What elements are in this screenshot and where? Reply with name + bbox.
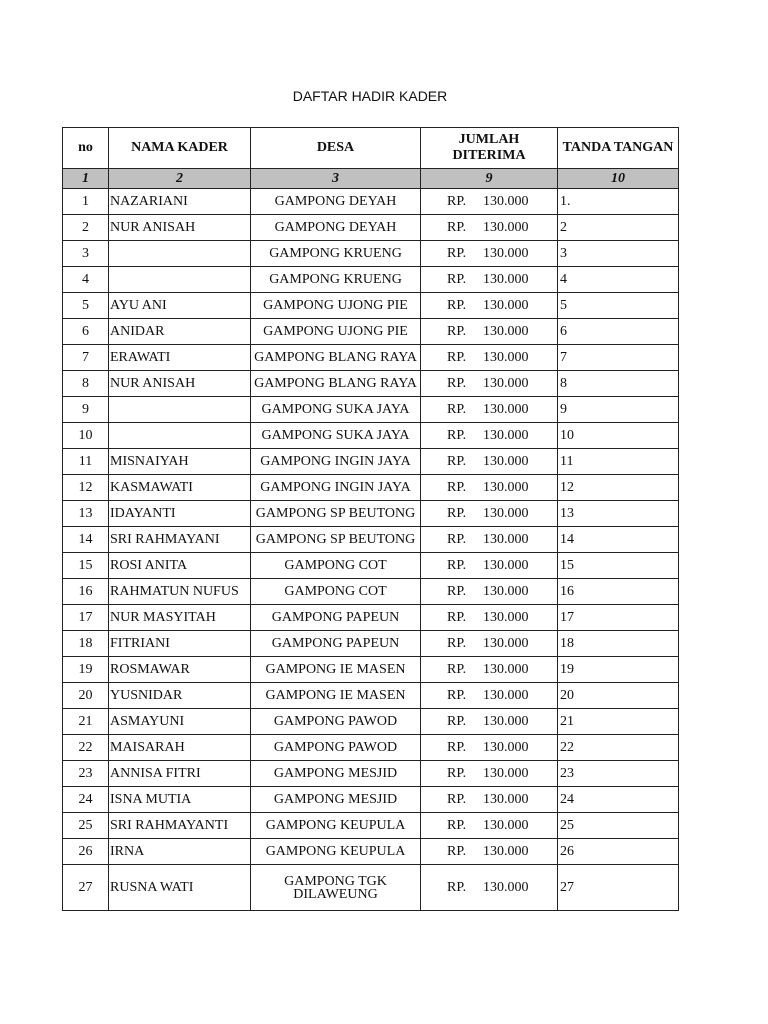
amount-cell	[421, 735, 558, 761]
desa-name: GAMPONG KRUENG	[251, 241, 421, 267]
column-index-row	[63, 169, 679, 189]
currency-label: RP.	[447, 402, 467, 417]
desa-name: GAMPONG MESJID	[251, 761, 421, 787]
kader-name	[109, 397, 251, 423]
signature-cell: 14	[558, 527, 679, 553]
amount-value: 130.000	[483, 480, 529, 495]
table-row	[63, 683, 679, 709]
amount-value: 130.000	[483, 324, 529, 339]
row-number: 12	[63, 475, 109, 501]
signature-cell: 11	[558, 449, 679, 475]
table-row	[63, 345, 679, 371]
amount-cell	[421, 605, 558, 631]
signature-cell: 1.	[558, 189, 679, 215]
currency-label: RP.	[447, 766, 467, 781]
amount-cell	[421, 527, 558, 553]
amount-cell	[421, 657, 558, 683]
currency-label: RP.	[447, 844, 467, 859]
amount-cell	[421, 423, 558, 449]
kader-name: ANNISA FITRI	[109, 761, 251, 787]
table-row	[63, 761, 679, 787]
desa-name: GAMPONG DEYAH	[251, 215, 421, 241]
kader-name: AYU ANI	[109, 293, 251, 319]
row-number: 2	[63, 215, 109, 241]
signature-cell: 7	[558, 345, 679, 371]
kader-name: ANIDAR	[109, 319, 251, 345]
desa-name: GAMPONG PAPEUN	[251, 631, 421, 657]
table-row	[63, 475, 679, 501]
kader-name: NAZARIANI	[109, 189, 251, 215]
amount-value: 130.000	[483, 246, 529, 261]
amount-value: 130.000	[483, 220, 529, 235]
signature-cell: 6	[558, 319, 679, 345]
kader-name: RUSNA WATI	[109, 865, 251, 911]
desa-name: GAMPONG COT	[251, 553, 421, 579]
currency-label: RP.	[447, 714, 467, 729]
kader-name: ROSMAWAR	[109, 657, 251, 683]
kader-name: IDAYANTI	[109, 501, 251, 527]
header-desa: DESA	[251, 128, 421, 169]
signature-cell: 23	[558, 761, 679, 787]
currency-label: RP.	[447, 584, 467, 599]
amount-cell	[421, 709, 558, 735]
desa-name: GAMPONG UJONG PIE	[251, 293, 421, 319]
amount-value: 130.000	[483, 636, 529, 651]
desa-name: GAMPONG KRUENG	[251, 267, 421, 293]
currency-label: RP.	[447, 428, 467, 443]
desa-name: GAMPONG KEUPULA	[251, 813, 421, 839]
amount-cell	[421, 449, 558, 475]
amount-value: 130.000	[483, 610, 529, 625]
table-row	[63, 241, 679, 267]
kader-name: SRI RAHMAYANI	[109, 527, 251, 553]
row-number: 24	[63, 787, 109, 813]
row-number: 7	[63, 345, 109, 371]
kader-name: MISNAIYAH	[109, 449, 251, 475]
amount-value: 130.000	[483, 688, 529, 703]
amount-value: 130.000	[483, 818, 529, 833]
row-number: 18	[63, 631, 109, 657]
desa-name: GAMPONG INGIN JAYA	[251, 449, 421, 475]
currency-label: RP.	[447, 376, 467, 391]
signature-cell: 2	[558, 215, 679, 241]
signature-cell: 5	[558, 293, 679, 319]
currency-label: RP.	[447, 662, 467, 677]
desa-name: GAMPONG PAWOD	[251, 735, 421, 761]
row-number: 3	[63, 241, 109, 267]
currency-label: RP.	[447, 636, 467, 651]
signature-cell: 19	[558, 657, 679, 683]
amount-value: 130.000	[483, 454, 529, 469]
table-row	[63, 709, 679, 735]
signature-cell: 12	[558, 475, 679, 501]
header-no: no	[63, 128, 109, 169]
document-title: DAFTAR HADIR KADER	[292, 88, 448, 104]
amount-cell	[421, 839, 558, 865]
column-index: 9	[421, 169, 558, 189]
signature-cell: 8	[558, 371, 679, 397]
header-jumlah-diterima: JUMLAH DITERIMA	[421, 128, 558, 169]
signature-cell: 26	[558, 839, 679, 865]
amount-cell	[421, 631, 558, 657]
row-number: 27	[63, 865, 109, 911]
signature-cell: 17	[558, 605, 679, 631]
currency-label: RP.	[447, 480, 467, 495]
currency-label: RP.	[447, 506, 467, 521]
currency-label: RP.	[447, 324, 467, 339]
row-number: 25	[63, 813, 109, 839]
row-number: 26	[63, 839, 109, 865]
currency-label: RP.	[447, 350, 467, 365]
currency-label: RP.	[447, 454, 467, 469]
signature-cell: 21	[558, 709, 679, 735]
kader-name: NUR MASYITAH	[109, 605, 251, 631]
kader-name: ERAWATI	[109, 345, 251, 371]
kader-name	[109, 423, 251, 449]
header-tanda-tangan: TANDA TANGAN	[558, 128, 679, 169]
amount-cell	[421, 345, 558, 371]
signature-cell: 25	[558, 813, 679, 839]
amount-cell	[421, 189, 558, 215]
table-row	[63, 787, 679, 813]
amount-cell	[421, 761, 558, 787]
currency-label: RP.	[447, 558, 467, 573]
currency-label: RP.	[447, 298, 467, 313]
currency-label: RP.	[447, 792, 467, 807]
amount-cell	[421, 397, 558, 423]
table-row	[63, 293, 679, 319]
row-number: 9	[63, 397, 109, 423]
amount-cell	[421, 579, 558, 605]
signature-cell: 4	[558, 267, 679, 293]
signature-cell: 15	[558, 553, 679, 579]
signature-cell: 22	[558, 735, 679, 761]
row-number: 11	[63, 449, 109, 475]
desa-name: GAMPONG BLANG RAYA	[251, 371, 421, 397]
row-number: 23	[63, 761, 109, 787]
kader-name: IRNA	[109, 839, 251, 865]
table-body	[63, 189, 679, 911]
desa-name: GAMPONG UJONG PIE	[251, 319, 421, 345]
amount-value: 130.000	[483, 506, 529, 521]
row-number: 1	[63, 189, 109, 215]
kader-name: ROSI ANITA	[109, 553, 251, 579]
currency-label: RP.	[447, 880, 467, 895]
desa-name: GAMPONG IE MASEN	[251, 683, 421, 709]
row-number: 20	[63, 683, 109, 709]
kader-name: YUSNIDAR	[109, 683, 251, 709]
kader-name: SRI RAHMAYANTI	[109, 813, 251, 839]
table-row	[63, 267, 679, 293]
signature-cell: 18	[558, 631, 679, 657]
table-row	[63, 397, 679, 423]
currency-label: RP.	[447, 272, 467, 287]
kader-name: FITRIANI	[109, 631, 251, 657]
row-number: 22	[63, 735, 109, 761]
header-row	[63, 128, 679, 169]
row-number: 16	[63, 579, 109, 605]
row-number: 8	[63, 371, 109, 397]
amount-value: 130.000	[483, 194, 529, 209]
table-row	[63, 189, 679, 215]
amount-value: 130.000	[483, 272, 529, 287]
amount-value: 130.000	[483, 714, 529, 729]
amount-cell	[421, 293, 558, 319]
kader-name: NUR ANISAH	[109, 371, 251, 397]
currency-label: RP.	[447, 688, 467, 703]
amount-cell	[421, 475, 558, 501]
row-number: 19	[63, 657, 109, 683]
amount-cell	[421, 501, 558, 527]
row-number: 10	[63, 423, 109, 449]
desa-name: GAMPONG SP BEUTONG	[251, 501, 421, 527]
amount-value: 130.000	[483, 844, 529, 859]
row-number: 13	[63, 501, 109, 527]
currency-label: RP.	[447, 220, 467, 235]
row-number: 6	[63, 319, 109, 345]
amount-cell	[421, 683, 558, 709]
table-row	[63, 449, 679, 475]
amount-value: 130.000	[483, 350, 529, 365]
kader-name: MAISARAH	[109, 735, 251, 761]
desa-name: GAMPONG KEUPULA	[251, 839, 421, 865]
signature-cell: 3	[558, 241, 679, 267]
amount-cell	[421, 553, 558, 579]
signature-cell: 9	[558, 397, 679, 423]
column-index: 1	[63, 169, 109, 189]
amount-value: 130.000	[483, 558, 529, 573]
table-row	[63, 839, 679, 865]
table-row	[63, 371, 679, 397]
table-row	[63, 865, 679, 911]
row-number: 5	[63, 293, 109, 319]
desa-name: GAMPONG DEYAH	[251, 189, 421, 215]
table-row	[63, 735, 679, 761]
currency-label: RP.	[447, 532, 467, 547]
amount-value: 130.000	[483, 766, 529, 781]
signature-cell: 27	[558, 865, 679, 911]
signature-cell: 24	[558, 787, 679, 813]
currency-label: RP.	[447, 610, 467, 625]
desa-name: GAMPONG TGK DILAWEUNG	[251, 865, 421, 911]
desa-name: GAMPONG SP BEUTONG	[251, 527, 421, 553]
desa-name: GAMPONG IE MASEN	[251, 657, 421, 683]
amount-value: 130.000	[483, 584, 529, 599]
amount-cell	[421, 865, 558, 911]
table-row	[63, 657, 679, 683]
desa-name: GAMPONG INGIN JAYA	[251, 475, 421, 501]
currency-label: RP.	[447, 246, 467, 261]
kader-name	[109, 267, 251, 293]
amount-value: 130.000	[483, 298, 529, 313]
table-row	[63, 553, 679, 579]
amount-value: 130.000	[483, 792, 529, 807]
amount-cell	[421, 215, 558, 241]
header-nama-kader: NAMA KADER	[109, 128, 251, 169]
column-index: 2	[109, 169, 251, 189]
table-row	[63, 319, 679, 345]
amount-value: 130.000	[483, 402, 529, 417]
currency-label: RP.	[447, 818, 467, 833]
kader-name: ASMAYUNI	[109, 709, 251, 735]
amount-cell	[421, 319, 558, 345]
table-row	[63, 527, 679, 553]
signature-cell: 20	[558, 683, 679, 709]
currency-label: RP.	[447, 740, 467, 755]
kader-name: KASMAWATI	[109, 475, 251, 501]
desa-name: GAMPONG SUKA JAYA	[251, 423, 421, 449]
row-number: 14	[63, 527, 109, 553]
amount-value: 130.000	[483, 740, 529, 755]
amount-value: 130.000	[483, 532, 529, 547]
attendance-table	[62, 127, 679, 911]
row-number: 15	[63, 553, 109, 579]
row-number: 17	[63, 605, 109, 631]
table-row	[63, 579, 679, 605]
signature-cell: 16	[558, 579, 679, 605]
amount-value: 130.000	[483, 428, 529, 443]
currency-label: RP.	[447, 194, 467, 209]
table-row	[63, 631, 679, 657]
row-number: 4	[63, 267, 109, 293]
column-index: 3	[251, 169, 421, 189]
kader-name: NUR ANISAH	[109, 215, 251, 241]
amount-cell	[421, 371, 558, 397]
desa-name: GAMPONG SUKA JAYA	[251, 397, 421, 423]
table-row	[63, 605, 679, 631]
amount-value: 130.000	[483, 662, 529, 677]
amount-value: 130.000	[483, 880, 529, 895]
signature-cell: 13	[558, 501, 679, 527]
desa-name: GAMPONG MESJID	[251, 787, 421, 813]
amount-cell	[421, 787, 558, 813]
amount-cell	[421, 267, 558, 293]
table-row	[63, 423, 679, 449]
row-number: 21	[63, 709, 109, 735]
desa-name: GAMPONG COT	[251, 579, 421, 605]
signature-cell: 10	[558, 423, 679, 449]
desa-name: GAMPONG PAWOD	[251, 709, 421, 735]
amount-cell	[421, 241, 558, 267]
table-row	[63, 813, 679, 839]
kader-name: RAHMATUN NUFUS	[109, 579, 251, 605]
desa-name: GAMPONG BLANG RAYA	[251, 345, 421, 371]
desa-name: GAMPONG PAPEUN	[251, 605, 421, 631]
amount-value: 130.000	[483, 376, 529, 391]
column-index: 10	[558, 169, 679, 189]
table-row	[63, 501, 679, 527]
kader-name	[109, 241, 251, 267]
amount-cell	[421, 813, 558, 839]
table-row	[63, 215, 679, 241]
kader-name: ISNA MUTIA	[109, 787, 251, 813]
